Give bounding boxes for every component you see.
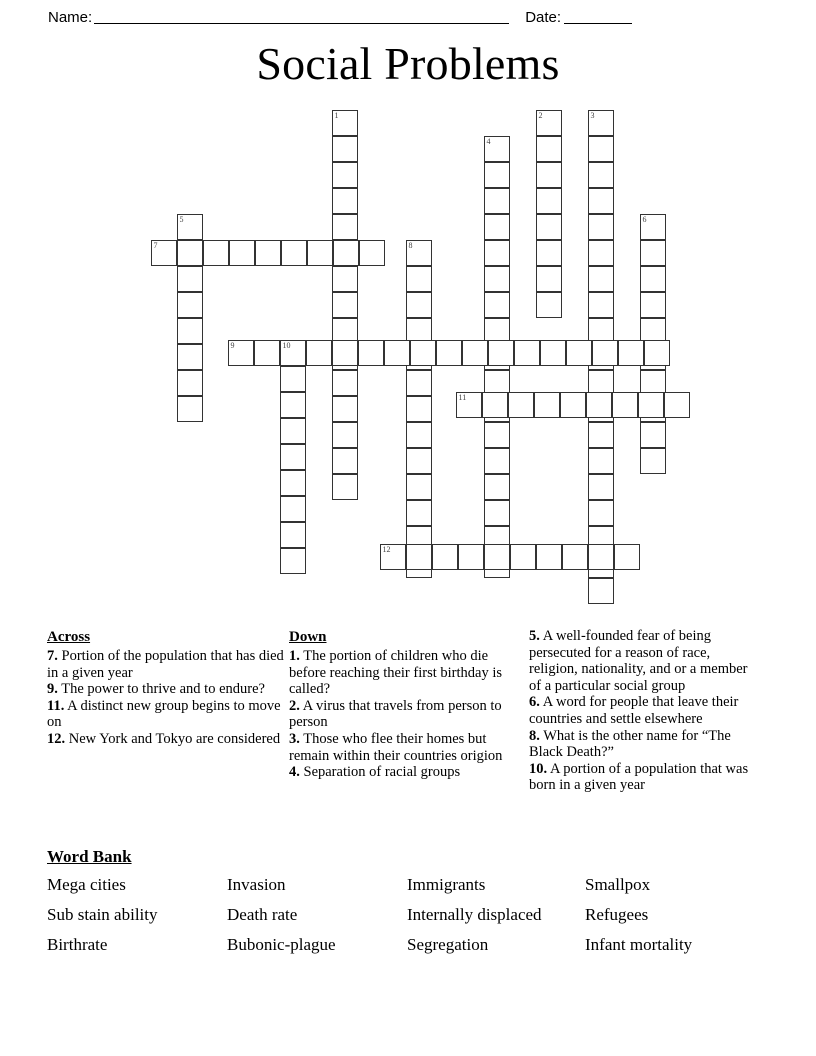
crossword-cell[interactable] [640,422,666,448]
crossword-cell[interactable] [534,392,560,418]
word-bank-item: Mega cities [47,875,126,894]
crossword-cell[interactable] [280,470,306,496]
crossword-cell[interactable] [484,240,510,266]
word-bank-grid [47,874,777,955]
clue-number: 2. [289,697,300,714]
crossword-cell[interactable] [406,474,432,500]
crossword-cell[interactable] [588,110,614,136]
crossword-cell[interactable] [588,188,614,214]
crossword-cell[interactable] [562,544,588,570]
crossword-cell[interactable] [332,188,358,214]
crossword-cell-number: 8 [408,241,413,250]
clue-number: 8. [529,727,540,744]
crossword-cell[interactable] [612,392,638,418]
clue-text: A virus that travels from person to person [289,697,502,731]
crossword-cell[interactable] [540,340,566,366]
crossword-cell[interactable] [484,266,510,292]
crossword-cell-number: 11 [458,393,467,402]
crossword-cell[interactable] [358,340,384,366]
word-bank-item: Invasion [227,875,286,894]
crossword-cell[interactable] [640,240,666,266]
crossword-cell[interactable] [640,214,666,240]
crossword-cell[interactable] [177,214,203,240]
crossword-cell[interactable] [536,292,562,318]
crossword-cell[interactable] [280,418,306,444]
clue-text: New York and Tokyo are considered [65,730,281,747]
crossword-cell[interactable] [359,240,385,266]
clue-text: The portion of children who die before reaching their first birthday is called? [289,648,502,698]
word-bank-item: Refugees [585,905,649,924]
clue-number: 7. [47,648,58,664]
crossword-cell[interactable] [488,340,514,366]
across-heading: Across [47,629,91,645]
crossword-cell-number: 3 [590,111,595,120]
clue-item [289,698,521,731]
word-bank-item: Internally displaced [407,905,542,924]
crossword-cell[interactable] [644,340,670,366]
crossword-cell[interactable] [203,240,229,266]
crossword-cell[interactable] [332,214,358,240]
crossword-cell[interactable] [508,392,534,418]
down-heading: Down [289,629,327,645]
crossword-cell[interactable] [406,292,432,318]
clue-item [529,628,761,694]
crossword-cell[interactable] [332,448,358,474]
word-bank-item: Sub stain ability [47,905,158,924]
crossword-cell[interactable] [332,136,358,162]
crossword-cell[interactable] [228,340,254,366]
crossword-cell[interactable] [458,544,484,570]
crossword-cell[interactable] [484,292,510,318]
crossword-cell[interactable] [280,548,306,574]
crossword-cell[interactable] [618,340,644,366]
date-label: Date: [525,9,562,26]
crossword-cell[interactable] [462,340,488,366]
clue-text: What is the other name for “The Black Death?” [529,727,731,761]
crossword-cell[interactable] [664,392,690,418]
crossword-cell[interactable] [588,214,614,240]
crossword-cell[interactable] [177,292,203,318]
crossword-cell[interactable] [280,496,306,522]
crossword-cell[interactable] [254,340,280,366]
crossword-cell-number: 1 [334,111,339,120]
clue-number: 12. [47,730,66,747]
crossword-cell[interactable] [484,448,510,474]
word-bank-heading: Word Bank [47,847,132,866]
crossword-cell[interactable] [588,448,614,474]
crossword-cell[interactable] [380,544,406,570]
crossword-cell[interactable] [177,344,203,370]
clue-number: 11. [47,697,65,714]
crossword-cell[interactable] [536,110,562,136]
crossword-cell-number: 6 [642,215,647,224]
word-bank-section [47,846,777,955]
crossword-cell[interactable] [332,340,358,366]
clues-section [0,628,816,828]
crossword-cell[interactable] [640,266,666,292]
crossword-cell[interactable] [484,162,510,188]
clue-text: Portion of the population that has died in a given year [47,648,284,681]
crossword-cell[interactable] [484,544,510,570]
crossword-cell[interactable] [536,544,562,570]
crossword-cell[interactable] [281,240,307,266]
crossword-cell[interactable] [588,136,614,162]
crossword-cell[interactable] [280,444,306,470]
name-write-in-line[interactable] [94,9,509,24]
clue-item [289,648,521,698]
crossword-cell[interactable] [484,500,510,526]
crossword-cell[interactable] [332,162,358,188]
clue-item [47,648,285,681]
crossword-cell[interactable] [588,162,614,188]
crossword-cell[interactable] [410,340,436,366]
crossword-cell[interactable] [307,240,333,266]
crossword-cell[interactable] [151,240,177,266]
crossword-cell[interactable] [536,266,562,292]
clue-item [289,731,521,764]
clue-text: A word for people that leave their countries and settle elsewhere [529,694,739,727]
crossword-cell[interactable] [432,544,458,570]
crossword-cell[interactable] [406,240,432,266]
word-bank-item: Death rate [227,905,298,924]
crossword-cell[interactable] [229,240,255,266]
crossword-cell-number: 12 [382,545,391,554]
clue-number: 10. [529,760,548,777]
word-bank-item: Immigrants [407,875,486,894]
crossword-cell[interactable] [177,266,203,292]
clue-text: Those who flee their homes but remain within their countries origion [289,730,503,764]
crossword-cell[interactable] [484,422,510,448]
crossword-cell[interactable] [586,392,612,418]
clues-down-column-left [289,628,521,781]
crossword-cell[interactable] [436,340,462,366]
down-clue-list-first [289,648,521,781]
crossword-cell[interactable] [588,500,614,526]
clue-item [529,728,761,761]
worksheet-header [0,0,816,26]
clue-text: A well-founded fear of being persecuted for a reason of race, religion, nationality, and or a member of a particular social group [529,628,748,694]
crossword-cell[interactable] [280,366,306,392]
clue-item [47,698,285,731]
crossword-cell-number: 10 [282,341,291,350]
clues-down-column-right [529,628,761,794]
clue-text: Separation of racial groups [299,764,461,781]
crossword-cell[interactable] [280,340,306,366]
crossword-cell[interactable] [306,340,332,366]
crossword-cell[interactable] [482,392,508,418]
clue-number: 6. [529,694,540,711]
crossword-cell[interactable] [333,240,359,266]
crossword-cell[interactable] [588,422,614,448]
crossword-cell[interactable] [406,422,432,448]
crossword-cell[interactable] [638,392,664,418]
crossword-cell[interactable] [406,500,432,526]
crossword-cell[interactable] [332,474,358,500]
crossword-cell[interactable] [560,392,586,418]
crossword-cell[interactable] [177,396,203,422]
crossword-cell[interactable] [484,474,510,500]
clue-number: 1. [289,648,300,664]
crossword-cell[interactable] [536,240,562,266]
clue-text: A portion of a population that was born in a given year [529,760,749,794]
name-label: Name: [48,9,93,26]
crossword-cell[interactable] [280,522,306,548]
word-bank-item: Segregation [407,935,489,954]
clue-item [289,764,521,781]
crossword-cell[interactable] [332,292,358,318]
crossword-cell[interactable] [332,422,358,448]
across-clue-list [47,648,285,748]
crossword-cell[interactable] [255,240,281,266]
crossword-cell[interactable] [588,266,614,292]
date-write-in-line[interactable] [564,9,632,24]
crossword-cell[interactable] [588,474,614,500]
clue-number: 4. [289,764,300,781]
crossword-cell[interactable] [332,396,358,422]
word-bank-item: Smallpox [585,875,651,894]
crossword-cell[interactable] [588,240,614,266]
crossword-cell[interactable] [406,396,432,422]
clue-item [47,681,285,698]
crossword-cell[interactable] [406,370,432,396]
down-clue-list-second [529,628,761,794]
crossword-cell-number: 9 [230,341,235,350]
crossword-cell[interactable] [332,110,358,136]
crossword-cell[interactable] [177,370,203,396]
crossword-cell[interactable] [640,448,666,474]
clue-number: 9. [47,681,58,698]
crossword-cell[interactable] [406,544,432,570]
crossword-cell[interactable] [592,340,618,366]
crossword-cell[interactable] [536,162,562,188]
clue-text: A distinct new group begins to move on [47,697,281,731]
word-bank-item: Bubonic-plague [227,935,336,954]
clue-item [47,731,285,748]
crossword-cell[interactable] [510,544,536,570]
clue-item [529,694,761,727]
crossword-cell[interactable] [332,266,358,292]
crossword-cell-number: 4 [486,137,491,146]
clues-across-column [47,628,285,748]
crossword-cell[interactable] [456,392,482,418]
crossword-cell[interactable] [406,448,432,474]
clue-item [529,761,761,794]
word-bank-item: Birthrate [47,935,108,954]
crossword-cell[interactable] [484,214,510,240]
crossword-cell[interactable] [177,240,203,266]
crossword-cell[interactable] [588,578,614,604]
crossword-cell[interactable] [588,544,614,570]
crossword-cell[interactable] [332,370,358,396]
crossword-cell[interactable] [484,188,510,214]
crossword-cell[interactable] [588,292,614,318]
crossword-cell[interactable] [514,340,540,366]
crossword-cell[interactable] [384,340,410,366]
crossword-cell[interactable] [536,188,562,214]
word-bank-item: Infant mortality [585,935,693,954]
crossword-cell-number: 7 [153,241,158,250]
crossword-cell-number: 5 [179,215,184,224]
crossword-cell[interactable] [536,136,562,162]
crossword-cell[interactable] [406,266,432,292]
crossword-cell[interactable] [484,136,510,162]
crossword-cell[interactable] [177,318,203,344]
crossword-cell-number: 2 [538,111,543,120]
crossword-cell[interactable] [536,214,562,240]
clue-number: 3. [289,730,300,747]
crossword-cell[interactable] [566,340,592,366]
clue-text: The power to thrive and to endure? [57,681,265,698]
page-title: Social Problems [256,38,560,89]
crossword-cell[interactable] [614,544,640,570]
crossword-cell[interactable] [640,292,666,318]
clue-number: 5. [529,628,540,644]
crossword-cell[interactable] [280,392,306,418]
